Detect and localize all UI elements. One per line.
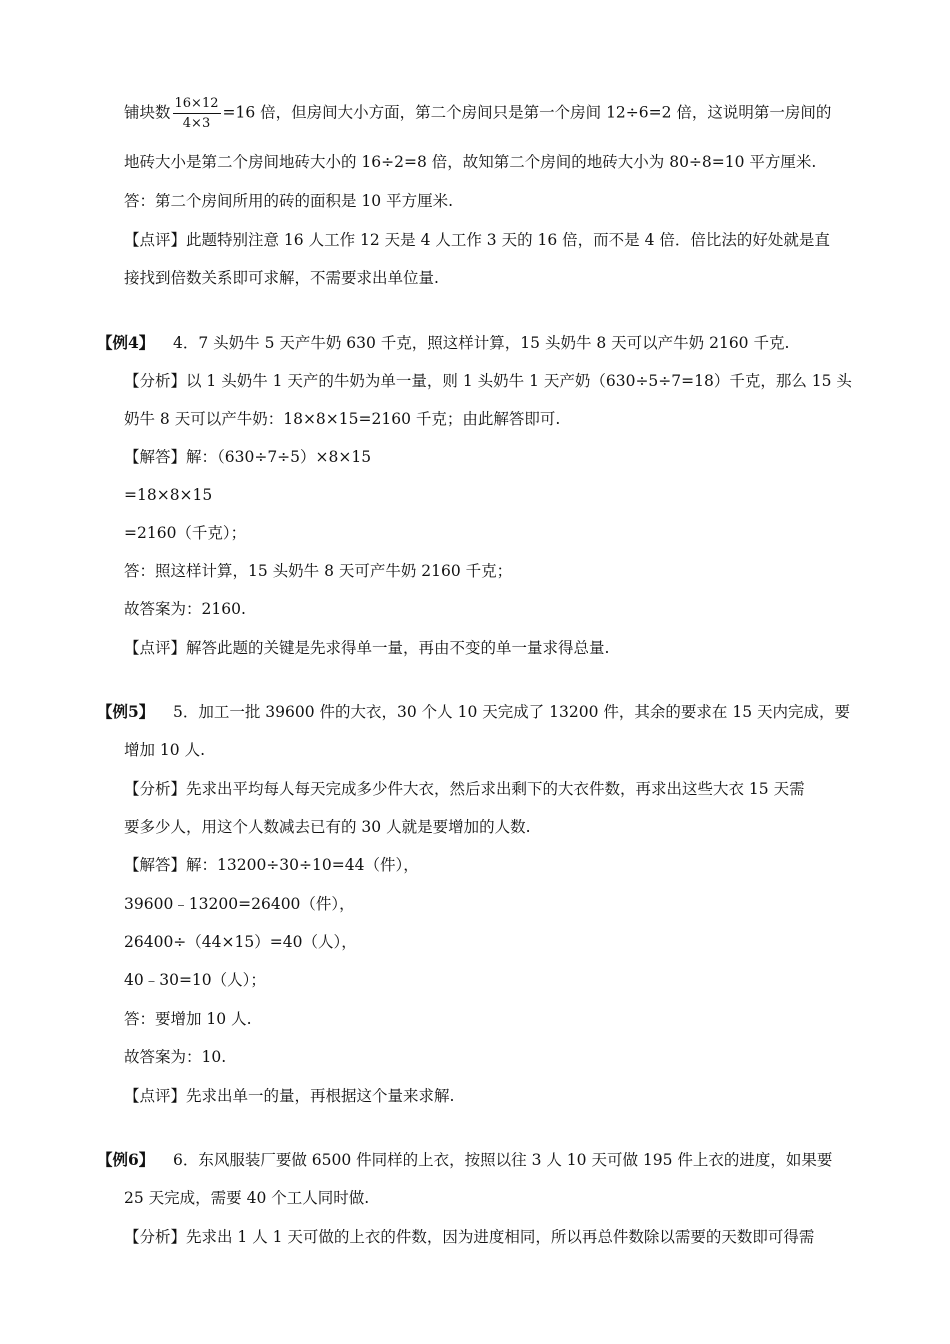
question-text: 6．东风服装厂要做 6500 件同样的上衣，按照以往 3 人 10 天可做 195 件上衣的进度，如果要 bbox=[173, 1151, 833, 1169]
solution-line: 故答案为：2160. bbox=[124, 600, 246, 618]
question-text: 4．7 头奶牛 5 天产牛奶 630 千克，照这样计算，15 头奶牛 8 天可以产牛奶 2160 千克. bbox=[173, 334, 790, 352]
solution-line: 26400÷（44×15）=40（人）， bbox=[124, 933, 357, 951]
fraction bbox=[173, 96, 221, 131]
example-tag: 【例6】 bbox=[97, 1150, 155, 1169]
text-line: 地砖大小是第二个房间地砖大小的 16÷2=8 倍，故知第二个房间的地砖大小为 80÷8=10 平方厘米. bbox=[124, 153, 817, 171]
solution-line: 40﹣30=10（人）； bbox=[124, 971, 266, 989]
answer-line: 答：第二个房间所用的砖的面积是 10 平方厘米. bbox=[124, 192, 454, 210]
solution-line: 故答案为：10. bbox=[124, 1048, 227, 1066]
analysis-line: 要多少人，用这个人数减去已有的 30 人就是要增加的人数. bbox=[124, 818, 531, 836]
analysis-line: 【分析】先求出平均每人每天完成多少件大衣，然后求出剩下的大衣件数，再求出这些大衣 15 天需 bbox=[124, 780, 805, 798]
text-line bbox=[124, 96, 831, 131]
solution-line: 39600﹣13200=26400（件）， bbox=[124, 895, 355, 913]
example-6-question bbox=[97, 1149, 832, 1171]
solution-line: =18×8×15 bbox=[124, 486, 213, 504]
solution-line: 【解答】解：（630÷7÷5）×8×15 bbox=[124, 448, 372, 466]
comment-line: 【点评】先求出单一的量，再根据这个量来求解. bbox=[124, 1087, 455, 1105]
question-line: 增加 10 人. bbox=[124, 741, 206, 759]
solution-line: =2160（千克）； bbox=[124, 524, 247, 542]
text-segment: =16 倍，但房间大小方面，第二个房间只是第一个房间 12÷6=2 倍，这说明第一房间的 bbox=[222, 103, 832, 122]
comment-line: 【点评】解答此题的关键是先求得单一量，再由不变的单一量求得总量. bbox=[124, 639, 610, 657]
analysis-line: 【分析】先求出 1 人 1 天可做的上衣的件数，因为进度相同，所以再总件数除以需要的天数即可得需 bbox=[124, 1228, 815, 1246]
solution-line: 答：照这样计算，15 头奶牛 8 天可产牛奶 2160 千克； bbox=[124, 562, 513, 580]
analysis-line: 奶牛 8 天可以产牛奶：18×8×15=2160 千克；由此解答即可. bbox=[124, 410, 561, 428]
fraction-denominator: 4×3 bbox=[182, 116, 211, 131]
question-line: 25 天完成，需要 40 个工人同时做. bbox=[124, 1189, 370, 1207]
example-tag: 【例5】 bbox=[97, 702, 155, 721]
question-text: 5．加工一批 39600 件的大衣，30 个人 10 天完成了 13200 件，其余的要求在 15 天内完成，要 bbox=[173, 703, 850, 721]
analysis-line: 【分析】以 1 头奶牛 1 天产的牛奶为单一量，则 1 头奶牛 1 天产奶（630÷5÷7=18）千克，那么 15 头 bbox=[124, 372, 852, 390]
text-segment: 铺块数 bbox=[124, 103, 171, 122]
example-4-question bbox=[97, 332, 789, 354]
example-5-question bbox=[97, 701, 850, 723]
fraction-numerator: 16×12 bbox=[173, 96, 221, 114]
solution-line: 【解答】解：13200÷30÷10=44（件）， bbox=[124, 856, 419, 874]
example-tag: 【例4】 bbox=[97, 333, 155, 352]
comment-line: 【点评】此题特别注意 16 人工作 12 天是 4 人工作 3 天的 16 倍，而不是 4 倍．倍比法的好处就是直 bbox=[124, 231, 830, 249]
comment-line: 接找到倍数关系即可求解，不需要求出单位量. bbox=[124, 269, 439, 287]
solution-line: 答：要增加 10 人. bbox=[124, 1010, 252, 1028]
